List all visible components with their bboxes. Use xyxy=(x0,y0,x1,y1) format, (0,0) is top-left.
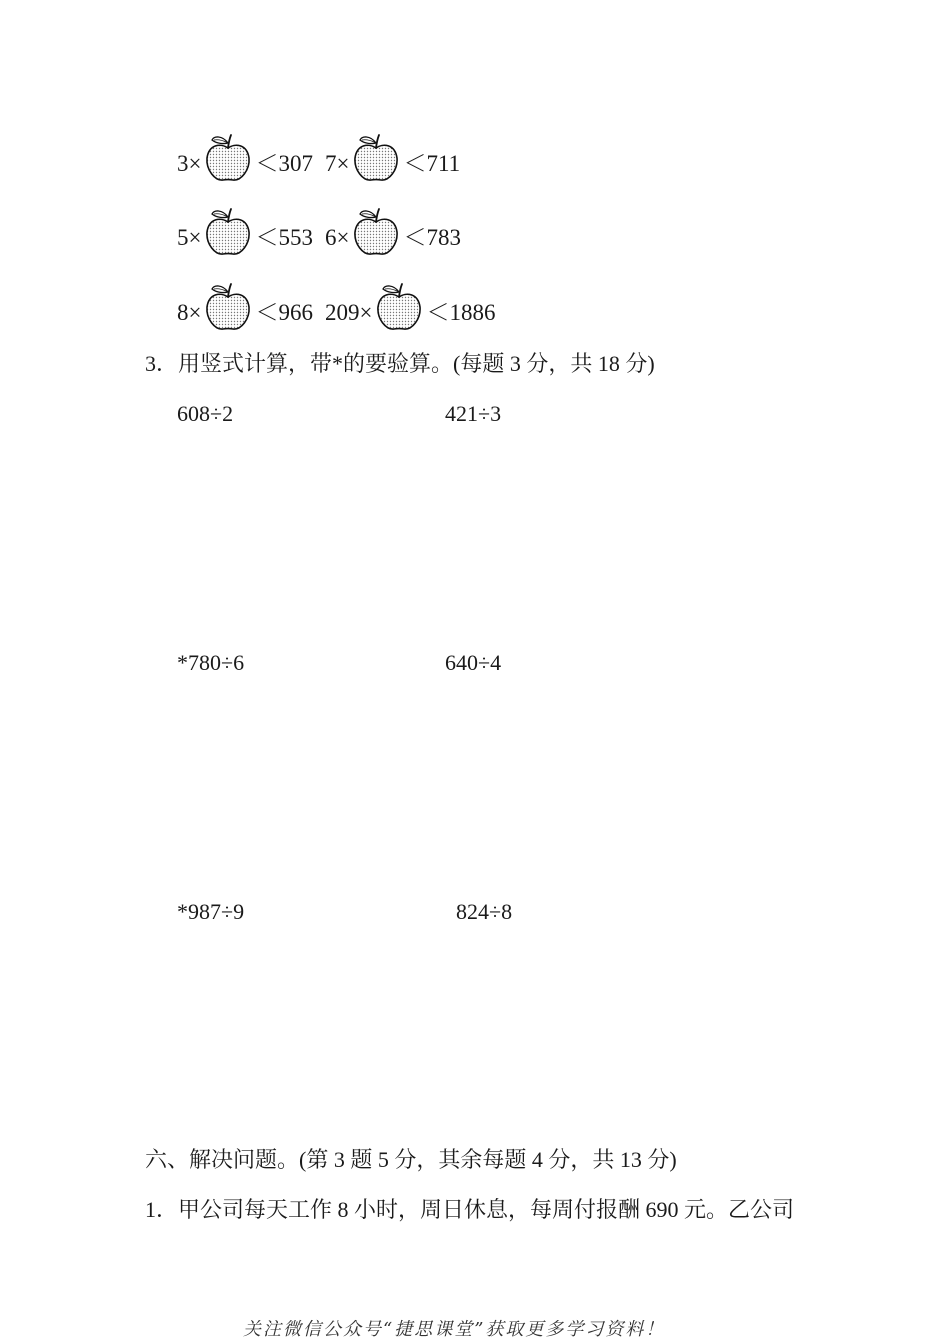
inequality-2 xyxy=(325,126,460,178)
problem-4: 640÷4 xyxy=(445,650,502,675)
inequality-3 xyxy=(177,200,313,252)
ineq-right: ＜711 xyxy=(403,151,461,176)
problem-3: *780÷6 xyxy=(177,650,245,675)
ineq-left: 8× xyxy=(177,300,202,325)
ineq-right: ＜553 xyxy=(255,225,313,250)
ineq-left: 209× xyxy=(325,300,373,325)
apple-icon xyxy=(351,132,401,184)
section6-title: 六、解决问题。(第 3 题 5 分，其余每题 4 分，共 13 分) xyxy=(145,1147,677,1172)
ineq-left: 7× xyxy=(325,151,350,176)
ineq-left: 6× xyxy=(325,225,350,250)
inequality-1 xyxy=(177,126,313,178)
problem-5: *987÷9 xyxy=(177,899,245,924)
problem-1: 608÷2 xyxy=(177,401,234,426)
problem-2: 421÷3 xyxy=(445,401,502,426)
apple-icon xyxy=(203,132,253,184)
problem-6: 824÷8 xyxy=(456,899,513,924)
apple-icon xyxy=(203,281,253,333)
apple-icon xyxy=(203,206,253,258)
footer-note: 关注微信公众号“捷思课堂”获取更多学习资料！ xyxy=(243,1319,666,1340)
inequality-4 xyxy=(325,200,461,252)
section3-title: 3．用竖式计算，带*的要验算。(每题 3 分，共 18 分) xyxy=(145,351,655,376)
ineq-left: 5× xyxy=(177,225,202,250)
ineq-right: ＜966 xyxy=(255,300,313,325)
inequality-5 xyxy=(177,275,313,327)
inequality-6 xyxy=(325,275,495,327)
section6-question-1: 1．甲公司每天工作 8 小时，周日休息，每周付报酬 690 元。乙公司 xyxy=(145,1197,795,1222)
apple-icon xyxy=(351,206,401,258)
apple-icon xyxy=(374,281,424,333)
ineq-right: ＜783 xyxy=(403,225,461,250)
ineq-right: ＜1886 xyxy=(426,300,496,325)
ineq-right: ＜307 xyxy=(255,151,313,176)
ineq-left: 3× xyxy=(177,151,202,176)
